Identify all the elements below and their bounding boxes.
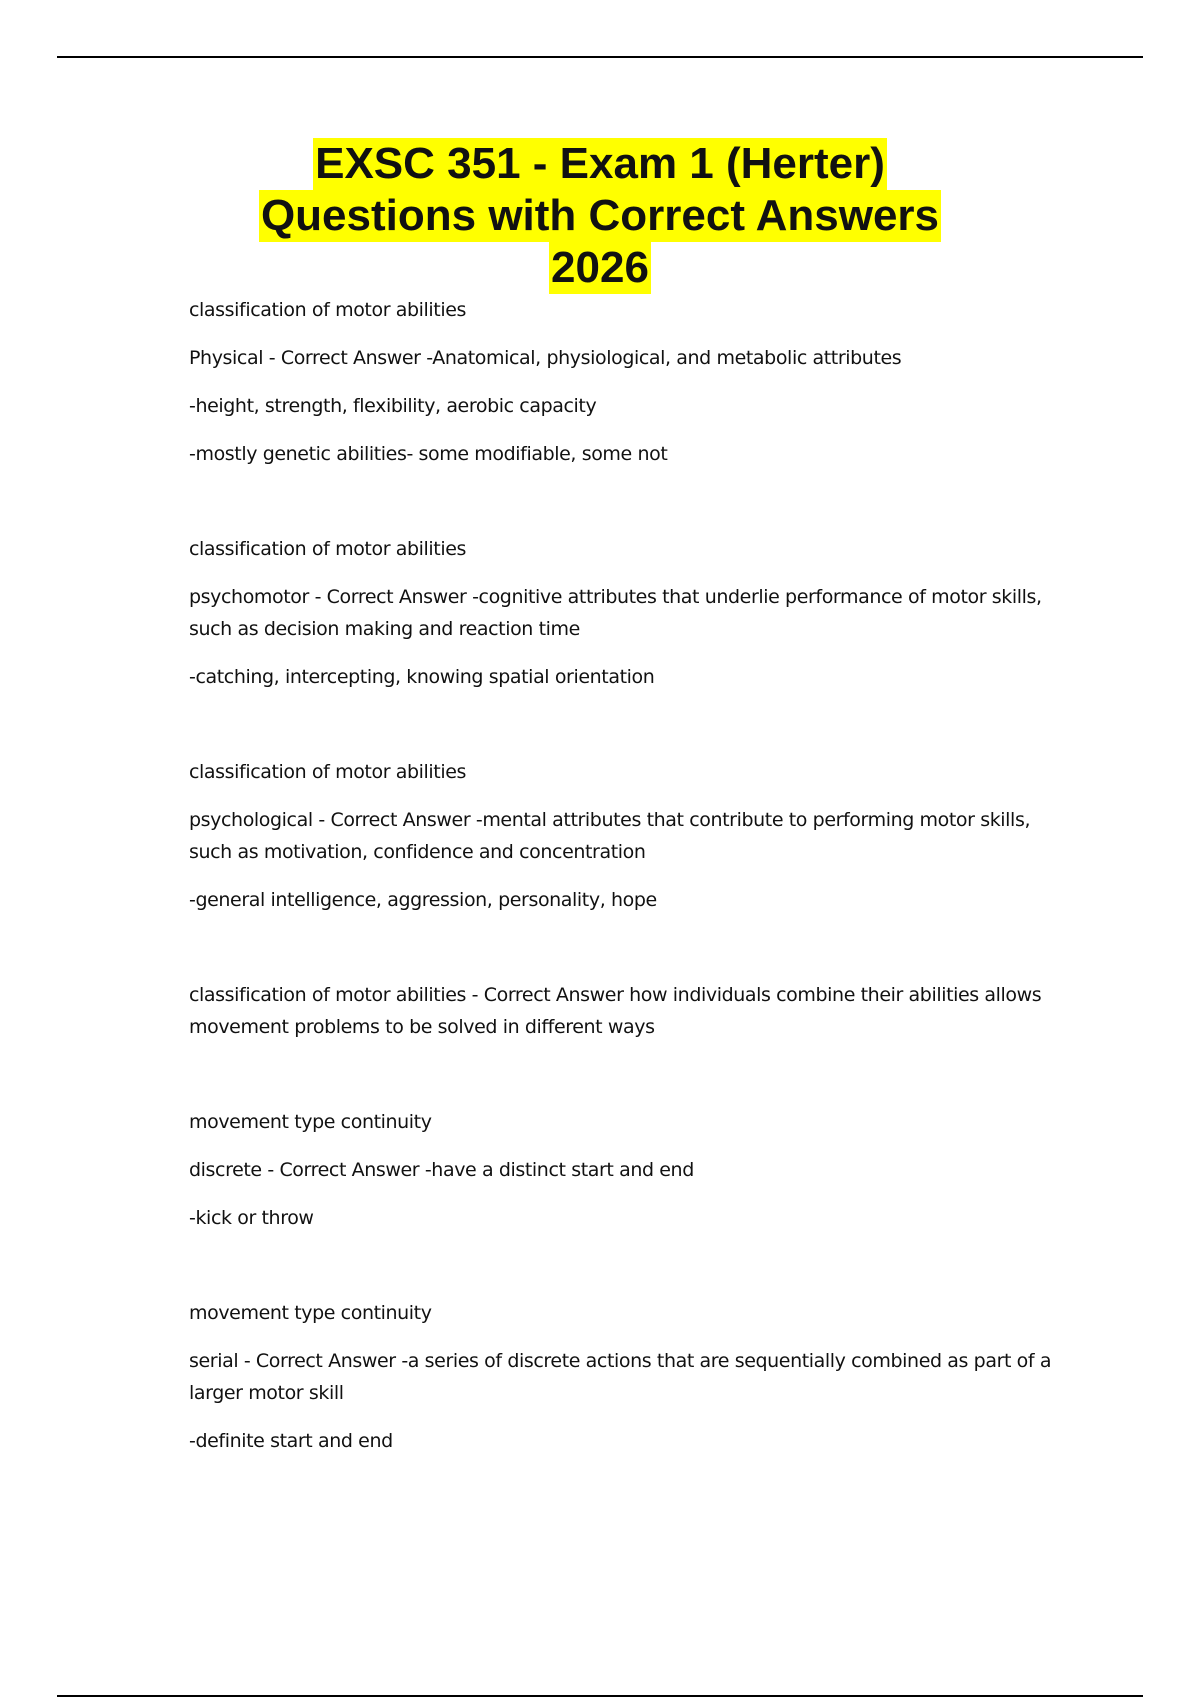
question-label: movement type continuity	[189, 1302, 432, 1324]
answer-text: classification of motor abilities - Correct Answer how individuals combine their abilities allows movement problems to be solved in different ways	[189, 984, 1042, 1038]
block-spacer	[189, 932, 1069, 979]
block-spacer	[189, 486, 1069, 533]
block-spacer	[189, 1250, 1069, 1297]
question-label: movement type continuity	[189, 1111, 432, 1133]
block-spacer	[189, 1059, 1069, 1106]
question-label: classification of motor abilities	[189, 538, 467, 560]
title-line-1: EXSC 351 - Exam 1 (Herter)	[315, 139, 885, 188]
answer-detail: -definite start and end	[189, 1430, 393, 1452]
answer-detail: -kick or throw	[189, 1207, 314, 1229]
document-title	[0, 138, 1200, 294]
answer-detail: -general intelligence, aggression, personality, hope	[189, 889, 657, 911]
footer-rule	[57, 1695, 1143, 1697]
qa-block-6	[189, 1297, 1069, 1457]
answer-detail: -height, strength, flexibility, aerobic capacity	[189, 395, 597, 417]
qa-block-2	[189, 533, 1069, 693]
header-rule	[57, 56, 1143, 58]
document-body	[189, 294, 1069, 1473]
answer-text: psychomotor - Correct Answer -cognitive attributes that underlie performance of motor skills, such as decision making and reaction time	[189, 586, 1042, 640]
qa-block-1	[189, 294, 1069, 470]
answer-text: serial - Correct Answer -a series of discrete actions that are sequentially combined as part of a larger motor skill	[189, 1350, 1052, 1404]
answer-detail: -catching, intercepting, knowing spatial orientation	[189, 666, 655, 688]
question-label: classification of motor abilities	[189, 299, 467, 321]
qa-block-3	[189, 756, 1069, 916]
answer-detail: -mostly genetic abilities- some modifiable, some not	[189, 443, 668, 465]
answer-text: discrete - Correct Answer -have a distinct start and end	[189, 1159, 694, 1181]
block-spacer	[189, 709, 1069, 756]
title-line-2: Questions with Correct Answers	[260, 191, 940, 240]
title-line-3: 2026	[551, 243, 649, 292]
qa-block-5	[189, 1106, 1069, 1234]
question-label: classification of motor abilities	[189, 761, 467, 783]
answer-text: psychological - Correct Answer -mental attributes that contribute to performing motor skills, such as motivation, confidence and concentration	[189, 809, 1031, 863]
answer-text: Physical - Correct Answer -Anatomical, physiological, and metabolic attributes	[189, 347, 902, 369]
qa-block-4	[189, 979, 1069, 1043]
